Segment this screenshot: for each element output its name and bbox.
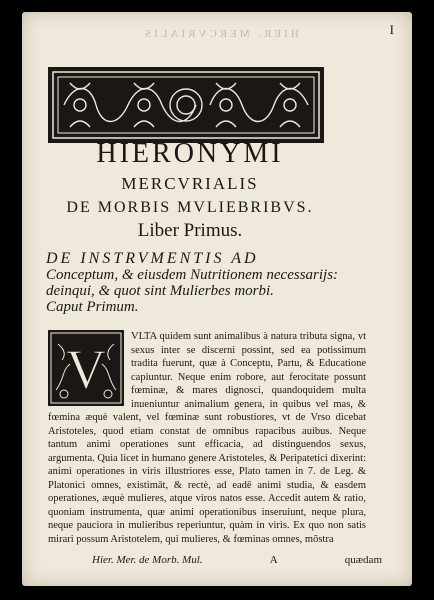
author-firstname: HIERONYMI [96,138,284,169]
book-number: Liber Primus. [137,220,243,241]
chapter-heading-line2: Conceptum, & eiusdem Nutritionem necessarijs: [46,267,339,283]
bleed-through-text: HIER. MERCVRIALIS [142,28,299,40]
initial-letter: V [65,339,107,401]
decorated-initial [48,330,128,410]
body-text [48,330,366,546]
signature-mark: A [269,554,278,566]
chapter-heading-line3: deinqui, & quot sint Mulierbes morbi. [46,283,274,299]
chapter-heading [46,251,364,315]
signature-line: Hier. Mer. de Morb. Mul. [92,554,203,566]
book-page [22,12,412,586]
ornamental-headpiece [48,67,324,143]
author-surname: MERCVRIALIS [121,174,259,193]
chapter-heading-line1: DE INSTRVMENTIS AD [46,250,259,267]
work-title: DE MORBIS MVLIEBRIBVS. [66,199,314,216]
chapter-heading-line4: Caput Primum. [46,299,139,315]
body-paragraph: VLTA quidem sunt animalibus à natura tributa signa, vt sexus inter se discerni possint, sed ea potissimum tradita fuerunt, quæ à Conceptu, Partu, & Educatione capiuntur. Neque enim robore, aut ferocitate possunt fœminæ, & mares dignosci, quandoquidem multa inueniuntur animalium genera, in quibus vel mas, & fœmina æquè valent, vel fœminæ sunt robustiores, vt de Vrso dicebat Aristoteles, quod etiam constat de omnibus rapacibus auibus. Neque tantum animi operationes sunt efficacia, ad distinguendos sexus, argumenta. Quia licet in humano genere Aristoteles, & Peripatetici dixerint: animi operationes in viris illustriores esse, Plato tamen in 7. de Leg. & Platonici omnes, existimāt, & rectè, ad eadē animi studia, & easdem operationes, æquè mulieres, atque viros natos esse. Accedit autem & ratio, quoniam instrumenta, quæ animi operationibus inseruiunt, neque plura, neque pauciora in mulieribus reperiuntur, quàm in viris. Ex quo non satis mirari possum Aristotelem, qui mulieres, & fœminas omnes, mõstra [48,331,366,545]
page-footer [92,554,382,566]
folio-number: I [389,22,394,37]
catchword: quædam [344,554,382,566]
